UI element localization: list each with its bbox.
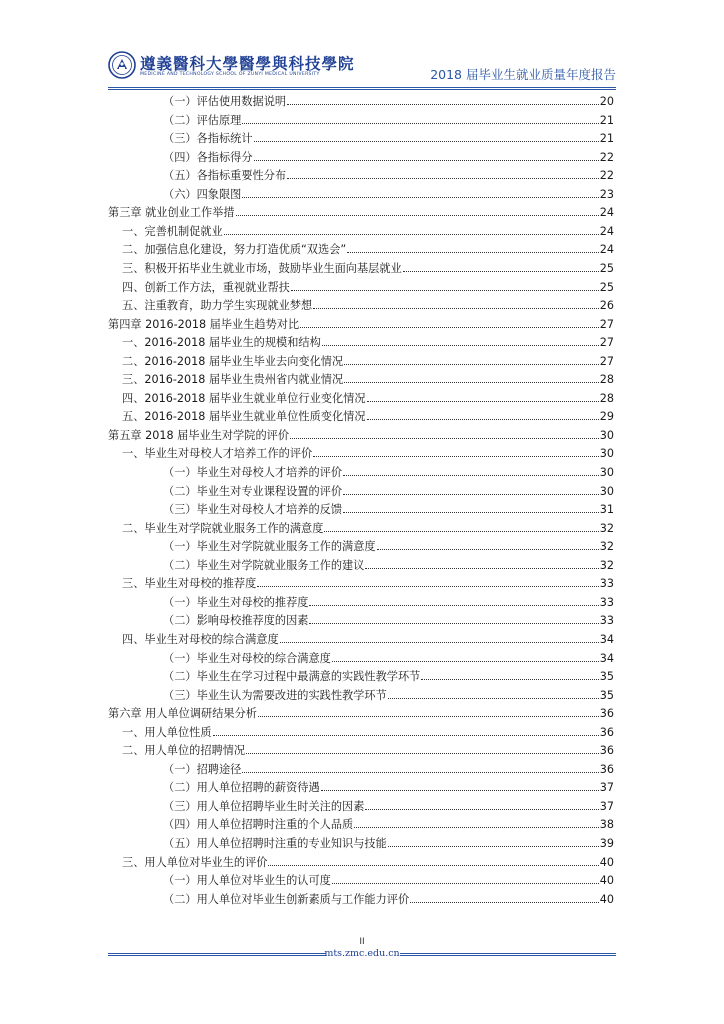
toc-entry-title: 一、完善机制促就业	[122, 224, 223, 238]
toc-entry[interactable]	[108, 312, 614, 331]
toc-leader-dots	[236, 215, 599, 216]
toc-entry[interactable]	[122, 850, 614, 869]
toc-entry-title: （三）毕业生认为需要改进的实践性教学环节	[163, 688, 387, 702]
toc-entry-title: （五）用人单位招聘时注重的专业知识与技能	[163, 837, 387, 850]
toc-entry-title: （一）毕业生对母校的推荐度	[163, 595, 309, 609]
toc-leader-dots	[322, 345, 599, 346]
toc-entry[interactable]	[163, 590, 614, 609]
toc-leader-dots	[313, 456, 599, 457]
toc-entry-title: （四）用人单位招聘时注重的个人品质	[163, 818, 354, 832]
toc-entry-page: 37	[599, 799, 614, 813]
toc-entry[interactable]	[122, 367, 614, 386]
toc-entry[interactable]	[122, 571, 614, 590]
toc-entry-title: 二、加强信息化建设，努力打造优质“双选会”	[122, 243, 347, 257]
toc-entry-title: 一、毕业生对母校人才培养工作的评价	[122, 447, 313, 461]
toc-entry[interactable]	[163, 775, 614, 794]
toc-entry[interactable]	[122, 404, 614, 423]
toc-entry-title: （一）评估使用数据说明	[163, 95, 287, 108]
toc-entry-page: 25	[599, 261, 614, 275]
toc-leader-dots	[321, 790, 599, 791]
toc-entry-title: 一、用人单位性质	[122, 725, 212, 739]
toc-entry-page: 32	[599, 521, 614, 535]
toc-entry[interactable]	[163, 683, 614, 702]
toc-leader-dots	[242, 772, 598, 773]
toc-leader-dots	[347, 252, 599, 253]
toc-entry-title: （一）毕业生对母校人才培养的评价	[163, 466, 343, 479]
toc-entry-page: 26	[599, 299, 614, 313]
toc-entry[interactable]	[163, 479, 614, 498]
toc-entry[interactable]	[163, 757, 614, 776]
toc-entry[interactable]	[163, 553, 614, 572]
toc-entry[interactable]	[122, 738, 614, 757]
toc-leader-dots	[291, 290, 599, 291]
toc-entry-page: 25	[599, 280, 614, 294]
toc-entry-page: 30	[599, 428, 614, 442]
toc-entry[interactable]	[122, 386, 614, 405]
toc-entry-title: 第五章 2018 届毕业生对学院的评价	[108, 428, 290, 442]
toc-entry-page: 24	[599, 206, 614, 220]
toc-leader-dots	[280, 642, 599, 643]
toc-leader-dots	[224, 234, 599, 235]
toc-leader-dots	[300, 327, 599, 328]
toc-entry-page: 32	[599, 540, 614, 554]
toc-leader-dots	[257, 586, 598, 587]
toc-entry-title: 二、用人单位的招聘情况	[122, 744, 246, 758]
toc-entry-title: （二）用人单位招聘的薪资待遇	[163, 781, 320, 795]
toc-entry[interactable]	[108, 423, 614, 442]
toc-entry[interactable]	[122, 349, 614, 368]
toc-entry-title: （二）影响母校推荐度的因素	[163, 614, 309, 628]
toc-entry[interactable]	[122, 627, 614, 646]
toc-entry-title: （一）毕业生对母校的综合满意度	[163, 651, 331, 665]
toc-entry-title: 三、积极开拓毕业生就业市场，鼓励毕业生面向基层就业	[122, 261, 402, 275]
toc-leader-dots	[377, 549, 599, 550]
toc-entry-page: 36	[599, 744, 614, 758]
toc-entry[interactable]	[163, 794, 614, 813]
toc-leader-dots	[324, 531, 598, 532]
toc-entry[interactable]	[108, 701, 614, 720]
page-header	[108, 50, 616, 86]
toc-entry-title: 五、注重教育，助力学生实现就业梦想	[122, 299, 313, 313]
toc-entry-title: （三）各指标统计	[163, 132, 253, 146]
toc-entry[interactable]	[163, 812, 614, 831]
toc-entry-page: 21	[599, 132, 614, 146]
toc-leader-dots	[309, 605, 598, 606]
toc-entry-page: 24	[599, 224, 614, 238]
toc-entry-page: 32	[599, 558, 614, 572]
toc-entry-title: （二）毕业生对学院就业服务工作的建议	[163, 558, 365, 572]
toc-entry-title: （三）用人单位招聘毕业生时关注的因素	[163, 799, 365, 813]
page-footer	[108, 949, 616, 963]
footer-website: mts.zmc.edu.cn	[324, 948, 400, 959]
toc-leader-dots	[313, 308, 599, 309]
toc-leader-dots	[287, 104, 599, 105]
toc-entry-title: 四、创新工作方法，重视就业帮扶	[122, 280, 290, 294]
toc-entry-title: 三、2016-2018 届毕业生贵州省内就业情况	[122, 373, 344, 387]
toc-entry-page: 30	[599, 484, 614, 498]
toc-entry-title: （一）招聘途径	[163, 762, 242, 776]
toc-entry-page: 40	[599, 892, 614, 906]
toc-entry-title: （二）用人单位对毕业生创新素质与工作能力评价	[163, 892, 410, 906]
toc-entry-page: 23	[599, 187, 614, 201]
toc-entry-page: 22	[599, 150, 614, 164]
toc-entry-page: 29	[599, 410, 614, 424]
toc-entry[interactable]	[122, 256, 614, 275]
toc-entry[interactable]	[163, 646, 614, 665]
toc-entry-page: 38	[599, 818, 614, 832]
toc-entry-title: （二）毕业生对专业课程设置的评价	[163, 484, 343, 498]
toc-entry-page: 27	[599, 354, 614, 368]
toc-leader-dots	[367, 419, 599, 420]
toc-entry-page: 34	[599, 651, 614, 665]
toc-entry-page: 24	[599, 243, 614, 257]
toc-entry[interactable]	[163, 163, 614, 182]
toc-entry-page: 39	[599, 837, 614, 850]
toc-leader-dots	[344, 382, 599, 383]
toc-leader-dots	[388, 698, 599, 699]
toc-entry-page: 40	[599, 874, 614, 888]
toc-entry[interactable]	[163, 126, 614, 145]
toc-entry-title: 四、2016-2018 届毕业生就业单位行业变化情况	[122, 391, 366, 405]
report-title: 2018 届毕业生就业质量年度报告	[430, 67, 616, 82]
toc-entry-title: 三、毕业生对母校的推荐度	[122, 577, 257, 591]
toc-leader-dots	[343, 494, 599, 495]
toc-entry[interactable]	[122, 275, 614, 294]
toc-entry[interactable]	[122, 293, 614, 312]
toc-entry[interactable]	[163, 534, 614, 553]
toc-leader-dots	[242, 123, 598, 124]
toc-entry[interactable]	[108, 200, 614, 219]
toc-leader-dots	[213, 735, 599, 736]
toc-entry-page: 27	[599, 317, 614, 331]
toc-entry[interactable]	[163, 887, 614, 906]
toc-entry-title: （五）各指标重要性分布	[163, 169, 287, 183]
toc-entry[interactable]	[122, 237, 614, 256]
toc-entry-title: （二）评估原理	[163, 113, 242, 127]
toc-leader-dots	[287, 178, 599, 179]
toc-entry-page: 27	[599, 336, 614, 350]
toc-leader-dots	[254, 160, 599, 161]
toc-entry-title: 第四章 2016-2018 届毕业生趋势对比	[108, 317, 300, 331]
toc-entry-title: 二、毕业生对学院就业服务工作的满意度	[122, 521, 324, 535]
toc-entry[interactable]	[163, 608, 614, 627]
toc-entry-page: 20	[599, 95, 614, 108]
toc-leader-dots	[332, 661, 599, 662]
toc-leader-dots	[254, 141, 599, 142]
toc-leader-dots	[242, 197, 598, 198]
toc-leader-dots	[343, 475, 599, 476]
toc-entry-title: （一）毕业生对学院就业服务工作的满意度	[163, 540, 376, 554]
toc-entry[interactable]	[122, 219, 614, 238]
toc-entry-page: 37	[599, 781, 614, 795]
toc-entry[interactable]	[122, 441, 614, 460]
toc-entry-page: 31	[599, 503, 614, 517]
toc-leader-dots	[343, 512, 599, 513]
toc-entry[interactable]	[163, 497, 614, 516]
toc-entry-title: （四）各指标得分	[163, 150, 253, 164]
toc-leader-dots	[246, 753, 599, 754]
toc-entry-title: （六）四象限图	[163, 187, 242, 201]
toc-leader-dots	[332, 883, 599, 884]
toc-entry[interactable]	[122, 720, 614, 739]
toc-entry-title: 第三章 就业创业工作举措	[108, 206, 235, 220]
toc-entry-page: 33	[599, 614, 614, 628]
toc-leader-dots	[344, 364, 599, 365]
school-name-en: MEDICINE AND TECHNOLOGY SCHOOL OF ZUNYI MEDICAL UNIVERSITY	[140, 72, 320, 77]
toc-leader-dots	[421, 679, 598, 680]
toc-entry-page: 34	[599, 632, 614, 646]
toc-entry-page: 22	[599, 169, 614, 183]
toc-entry-title: 二、2016-2018 届毕业生毕业去向变化情况	[122, 354, 344, 368]
toc-leader-dots	[290, 438, 599, 439]
toc-entry-page: 36	[599, 725, 614, 739]
toc-entry-title: 五、2016-2018 届毕业生就业单位性质变化情况	[122, 410, 366, 424]
toc-entry-page: 30	[599, 466, 614, 479]
toc-entry-page: 21	[599, 113, 614, 127]
toc-entry[interactable]	[163, 831, 614, 850]
toc-entry-page: 28	[599, 391, 614, 405]
school-emblem-icon	[108, 51, 136, 79]
toc-entry-page: 40	[599, 855, 614, 869]
toc-entry[interactable]	[163, 664, 614, 683]
toc-leader-dots	[268, 865, 598, 866]
toc-entry[interactable]	[163, 89, 614, 108]
toc-leader-dots	[403, 271, 599, 272]
toc-leader-dots	[367, 401, 599, 402]
toc-entry-title: 一、2016-2018 届毕业生的规模和结构	[122, 336, 321, 350]
footer-rule-right	[400, 953, 616, 956]
school-name: 遵義醫科大學醫學與科技學院	[140, 54, 355, 73]
toc-entry-page: 33	[599, 577, 614, 591]
toc-entry[interactable]	[122, 516, 614, 535]
toc-entry-title: 四、毕业生对母校的综合满意度	[122, 632, 279, 646]
toc-entry[interactable]	[163, 460, 614, 479]
toc-leader-dots	[354, 827, 599, 828]
toc-leader-dots	[388, 846, 599, 847]
toc-entry-title: 三、用人单位对毕业生的评价	[122, 855, 268, 869]
toc-entry-title: 第六章 用人单位调研结果分析	[108, 707, 257, 721]
toc-entry-page: 28	[599, 373, 614, 387]
toc-entry-page: 33	[599, 595, 614, 609]
toc-entry-page: 30	[599, 447, 614, 461]
toc-entry-page: 35	[599, 670, 614, 684]
toc-entry[interactable]	[163, 145, 614, 164]
toc-entry[interactable]	[163, 108, 614, 127]
toc-entry[interactable]	[122, 330, 614, 349]
toc-leader-dots	[410, 902, 599, 903]
toc-leader-dots	[365, 568, 598, 569]
toc-entry-page: 36	[599, 762, 614, 776]
toc-entry[interactable]	[163, 868, 614, 887]
toc-entry[interactable]	[163, 182, 614, 201]
toc-leader-dots	[258, 716, 599, 717]
toc-entry-title: （二）毕业生在学习过程中最满意的实践性教学环节	[163, 670, 421, 684]
toc-entry-title: （三）毕业生对母校人才培养的反馈	[163, 503, 343, 517]
toc-leader-dots	[309, 623, 598, 624]
toc-entry-page: 36	[599, 707, 614, 721]
toc-leader-dots	[365, 809, 598, 810]
toc-entry-title: （一）用人单位对毕业生的认可度	[163, 874, 331, 888]
page-number: II	[359, 937, 365, 947]
toc-entry-page: 35	[599, 688, 614, 702]
